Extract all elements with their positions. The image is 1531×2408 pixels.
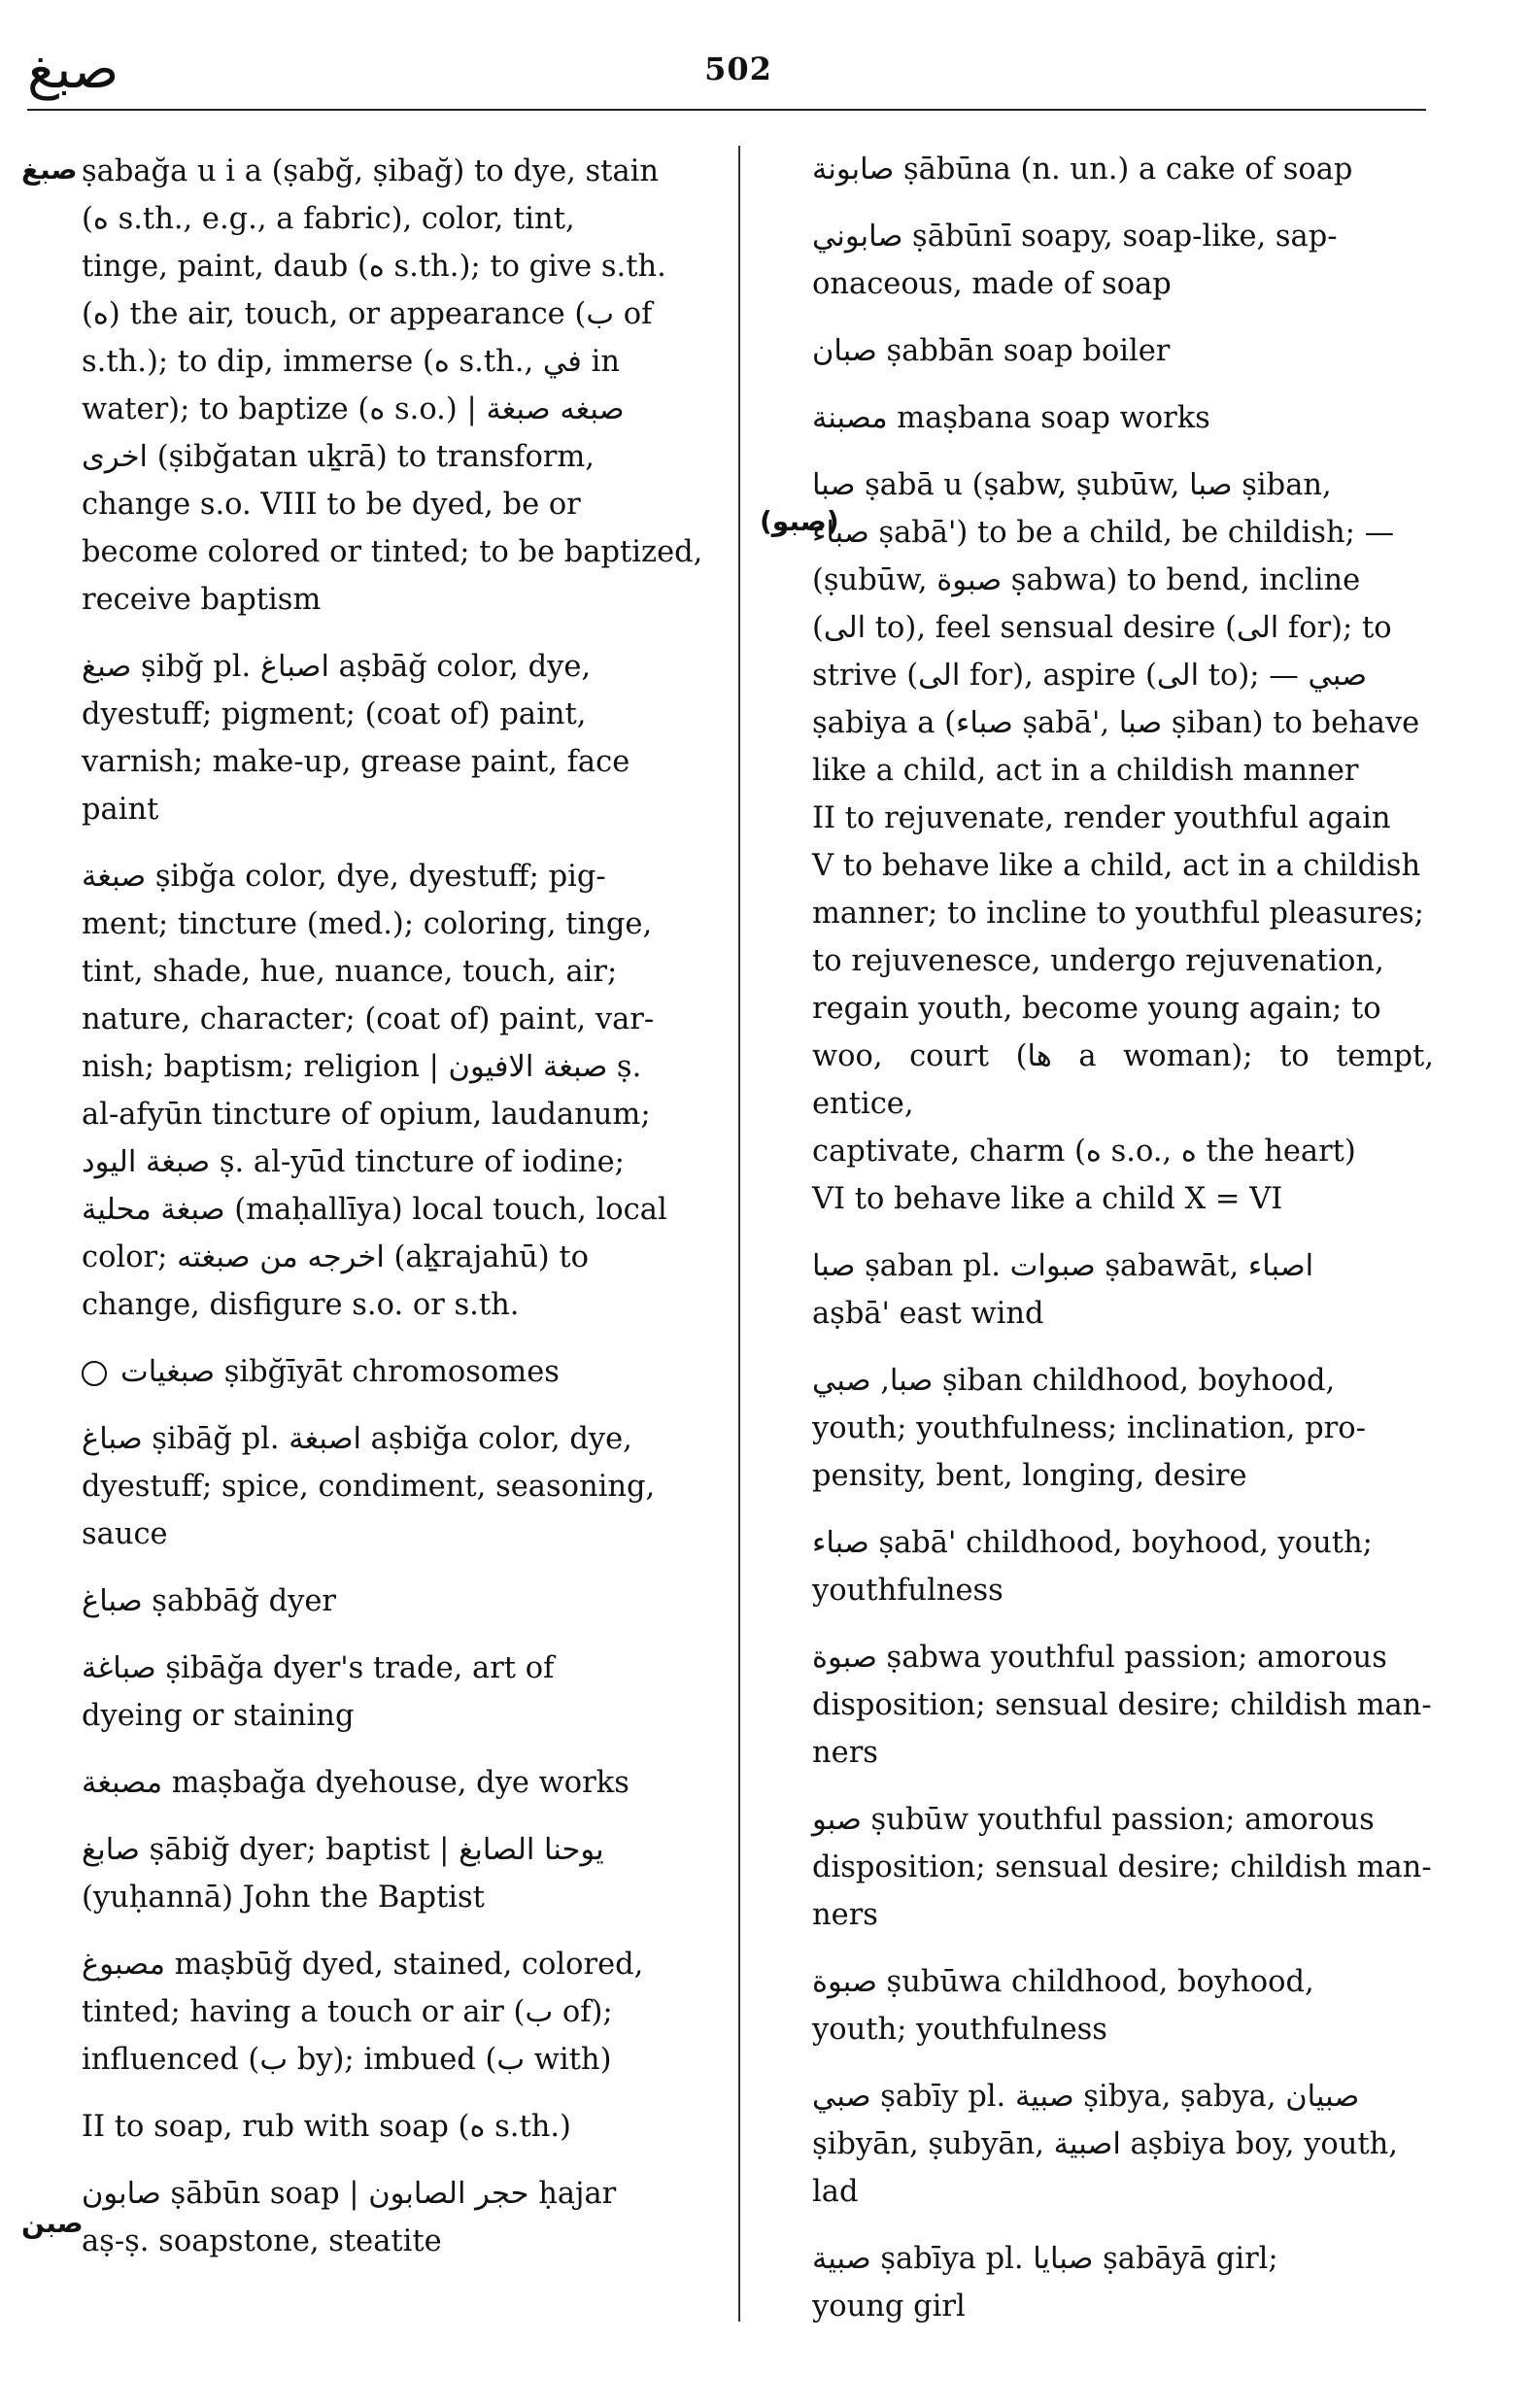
entry-line: youth; youthfulness; inclination, pro- — [812, 1411, 1366, 1445]
column-divider — [738, 146, 740, 2322]
entry-line: young girl — [812, 2289, 966, 2323]
margin-root-sbw: (صبو) — [760, 505, 839, 537]
header-root-word: صبغ — [27, 38, 119, 101]
right-column — [812, 146, 1434, 2350]
entry-line: صباء ṣabā' childhood, boyhood, youth; — [812, 1526, 1373, 1560]
entry-sabuna — [812, 146, 1434, 193]
entry-line: صباغة ṣibāğa dyer's trade, art of — [82, 1651, 555, 1685]
entry-line: regain youth, become young again; to — [812, 992, 1381, 1026]
entry-masbaga — [82, 1759, 709, 1807]
entry-line: (yuḥannā) John the Baptist — [82, 1881, 485, 1915]
entry-line: صبغ ṣibğ pl. اصباغ aṣbāğ color, dye, — [82, 650, 592, 684]
entry-line: change s.o. VIII to be dyed, be or — [82, 488, 581, 522]
entry-line: nish; baptism; religion | صبغة الافيون ṣ. — [82, 1050, 642, 1084]
entry-line: influenced (ب by); imbued (ب with) — [82, 2043, 612, 2077]
entry-sabbag — [82, 1577, 709, 1625]
header-rule — [27, 109, 1426, 111]
entry-sibg — [82, 643, 709, 833]
entry-line: become colored or tinted; to be baptized, — [82, 535, 703, 569]
entry-line: receive baptism — [82, 583, 322, 617]
entry-line: V to behave like a child, act in a childish — [812, 849, 1421, 883]
entry-line: صبية ṣabīya pl. صبايا ṣabāyā girl; — [812, 2242, 1278, 2276]
entry-masbana — [812, 394, 1434, 442]
entry-line: aṣ-ṣ. soapstone, steatite — [82, 2224, 442, 2258]
entry-line: manner; to incline to youthful pleasures; — [812, 897, 1424, 931]
entry-line: onaceous, made of soap — [812, 267, 1172, 301]
entry-line: (ه) the air, touch, or appearance (ب of — [82, 297, 653, 331]
entry-sabig — [82, 1826, 709, 1921]
entry-line: (ṣubūw, صبوة ṣabwa) to bend, incline — [812, 563, 1361, 597]
left-column — [82, 146, 709, 2285]
entry-saba — [812, 461, 1434, 1223]
entry-line: aṣbā' east wind — [812, 1297, 1044, 1331]
entry-line: صبوة ṣubūwa childhood, boyhood, — [812, 1965, 1314, 1999]
entry-sbn-ii — [82, 2103, 709, 2151]
entry-line: disposition; sensual desire; childish man- — [812, 1688, 1432, 1722]
entry-line: youth; youthfulness — [812, 2013, 1107, 2047]
entry-subuwa — [812, 1958, 1434, 2053]
entry-siban — [812, 1357, 1434, 1500]
entry-line: paint — [82, 793, 159, 827]
entry-line: صبغة اليود ṣ. al-yūd tincture of iodine; — [82, 1145, 625, 1179]
entry-line: صبغة محلية (maḥallīya) local touch, local — [82, 1193, 667, 1227]
entry-line: tinted; having a touch or air (ب of); — [82, 1995, 613, 2029]
entry-line: ṣibyān, ṣubyān, اصبية aṣbiya boy, youth, — [812, 2127, 1399, 2161]
entry-line: صابونة ṣābūna (n. un.) a cake of soap — [812, 153, 1353, 187]
entry-sabban — [812, 327, 1434, 375]
entry-saba-noun — [812, 1519, 1434, 1614]
entry-line: صبغة ṣibğa color, dye, dyestuff; pig- — [82, 860, 606, 894]
entry-line: dyestuff; pigment; (coat of) paint, — [82, 697, 587, 731]
entry-line: ners — [812, 1898, 878, 1932]
entry-line: ṣabağa u i a (ṣabğ, ṣibağ) to dye, stain — [82, 154, 660, 188]
entry-line: ṣabiya a (صباء ṣabā', صبا ṣiban) to behave — [812, 706, 1420, 740]
entry-line: woo, court (ها a woman); to tempt, entice, — [812, 1039, 1434, 1121]
entry-sabun — [82, 2170, 709, 2265]
page-number: 502 — [704, 51, 772, 87]
margin-root-sbn: صبن — [21, 2207, 84, 2239]
entry-line: (ه s.th., e.g., a fabric), color, tint, — [82, 202, 575, 236]
entry-line: varnish; make-up, grease paint, face — [82, 745, 630, 779]
entry-line: water); to baptize (ه s.o.) | صبغه صبغة — [82, 392, 625, 426]
entry-line: صبا, صبي ṣiban childhood, boyhood, — [812, 1364, 1336, 1398]
entry-line: change, disfigure s.o. or s.th. — [82, 1288, 520, 1322]
entry-line: صبا ṣabā u (ṣabw, ṣubūw, صبا ṣiban, — [812, 468, 1332, 502]
entry-line: صابون ṣābūn soap | حجر الصابون ḥajar — [82, 2177, 617, 2211]
entry-sabiya — [812, 2235, 1434, 2330]
entry-line: like a child, act in a childish manner — [812, 754, 1359, 788]
entry-sabiy — [812, 2073, 1434, 2216]
entry-line: II to rejuvenate, render youthful again — [812, 801, 1391, 835]
entry-sabaga — [82, 148, 709, 624]
entry-saban — [812, 1242, 1434, 1338]
entry-line: اخرى (ṣibğatan uḵrā) to transform, — [82, 440, 595, 474]
entry-line: مصبغة maṣbağa dyehouse, dye works — [82, 1766, 629, 1800]
entry-line: صبوة ṣabwa youthful passion; amorous — [812, 1641, 1387, 1675]
entry-line: lad — [812, 2175, 859, 2209]
entry-line: disposition; sensual desire; childish man- — [812, 1850, 1432, 1884]
neologism-circle-icon — [82, 1361, 107, 1386]
entry-line: color; اخرجه من صبغته (aḵrajahū) to — [82, 1240, 589, 1274]
entry-line: ners — [812, 1736, 878, 1770]
entry-line: صابوني ṣābūnī soapy, soap-like, sap- — [812, 220, 1338, 254]
entry-line: صابغ ṣābiğ dyer; baptist | يوحنا الصابغ — [82, 1833, 604, 1867]
entry-sabuni — [812, 213, 1434, 308]
entry-line: dyestuff; spice, condiment, seasoning, — [82, 1470, 656, 1504]
entry-line: s.th.); to dip, immerse (ه s.th., في in — [82, 345, 620, 379]
entry-line: صبا ṣaban pl. صبوات ṣabawāt, اصباء — [812, 1249, 1314, 1283]
entry-line: صباغ ṣabbāğ dyer — [82, 1584, 336, 1618]
entry-line: صبان ṣabbān soap boiler — [812, 334, 1171, 368]
entry-line: (الى to), feel sensual desire (الى for); to — [812, 611, 1392, 645]
entry-line: strive (الى for), aspire (الى to); — صبي — [812, 659, 1368, 693]
entry-line: to rejuvenesce, undergo rejuvenation, — [812, 944, 1384, 978]
entry-line: ment; tincture (med.); coloring, tinge, — [82, 907, 653, 941]
entry-line: مصبوغ maṣbūğ dyed, stained, colored, — [82, 1948, 644, 1982]
entry-sibaga — [82, 1645, 709, 1740]
entry-line: صباغ ṣibāğ pl. اصبغة aṣbiğa color, dye, — [82, 1422, 632, 1456]
entry-line: dyeing or staining — [82, 1699, 355, 1733]
entry-line: al-afyūn tincture of opium, laudanum; — [82, 1098, 651, 1132]
entry-line: II to soap, rub with soap (ه s.th.) — [82, 2110, 571, 2144]
entry-line: مصبنة maṣbana soap works — [812, 401, 1210, 435]
entry-line: tinge, paint, daub (ه s.th.); to give s.th. — [82, 250, 666, 284]
entry-line: tint, shade, hue, nuance, touch, air; — [82, 955, 618, 989]
entry-sabwa — [812, 1634, 1434, 1777]
entry-line: captivate, charm (ه s.o., ه the heart) — [812, 1135, 1356, 1169]
entry-sibag — [82, 1415, 709, 1558]
entry-line: VI to behave like a child X = VI — [812, 1182, 1283, 1216]
entry-sibga — [82, 853, 709, 1329]
entry-line: صبي ṣabīy pl. صبية ṣibya, ṣabya, صبيان — [812, 2080, 1360, 2114]
margin-root-sbg: صبغ — [21, 153, 78, 186]
entry-masbug — [82, 1941, 709, 2084]
entry-line: nature, character; (coat of) paint, var- — [82, 1002, 655, 1036]
entry-line: صباء ṣabā') to be a child, be childish; — — [812, 516, 1395, 550]
entry-line: صبو ṣubūw youthful passion; amorous — [812, 1803, 1375, 1837]
entry-line: صبغيات ṣibğīyāt chromosomes — [120, 1355, 560, 1389]
entry-line: youthfulness — [812, 1574, 1004, 1608]
entry-line: pensity, bent, longing, desire — [812, 1459, 1247, 1493]
entry-sibgiyat — [82, 1348, 709, 1396]
entry-line: sauce — [82, 1517, 168, 1551]
entry-subuw — [812, 1796, 1434, 1939]
